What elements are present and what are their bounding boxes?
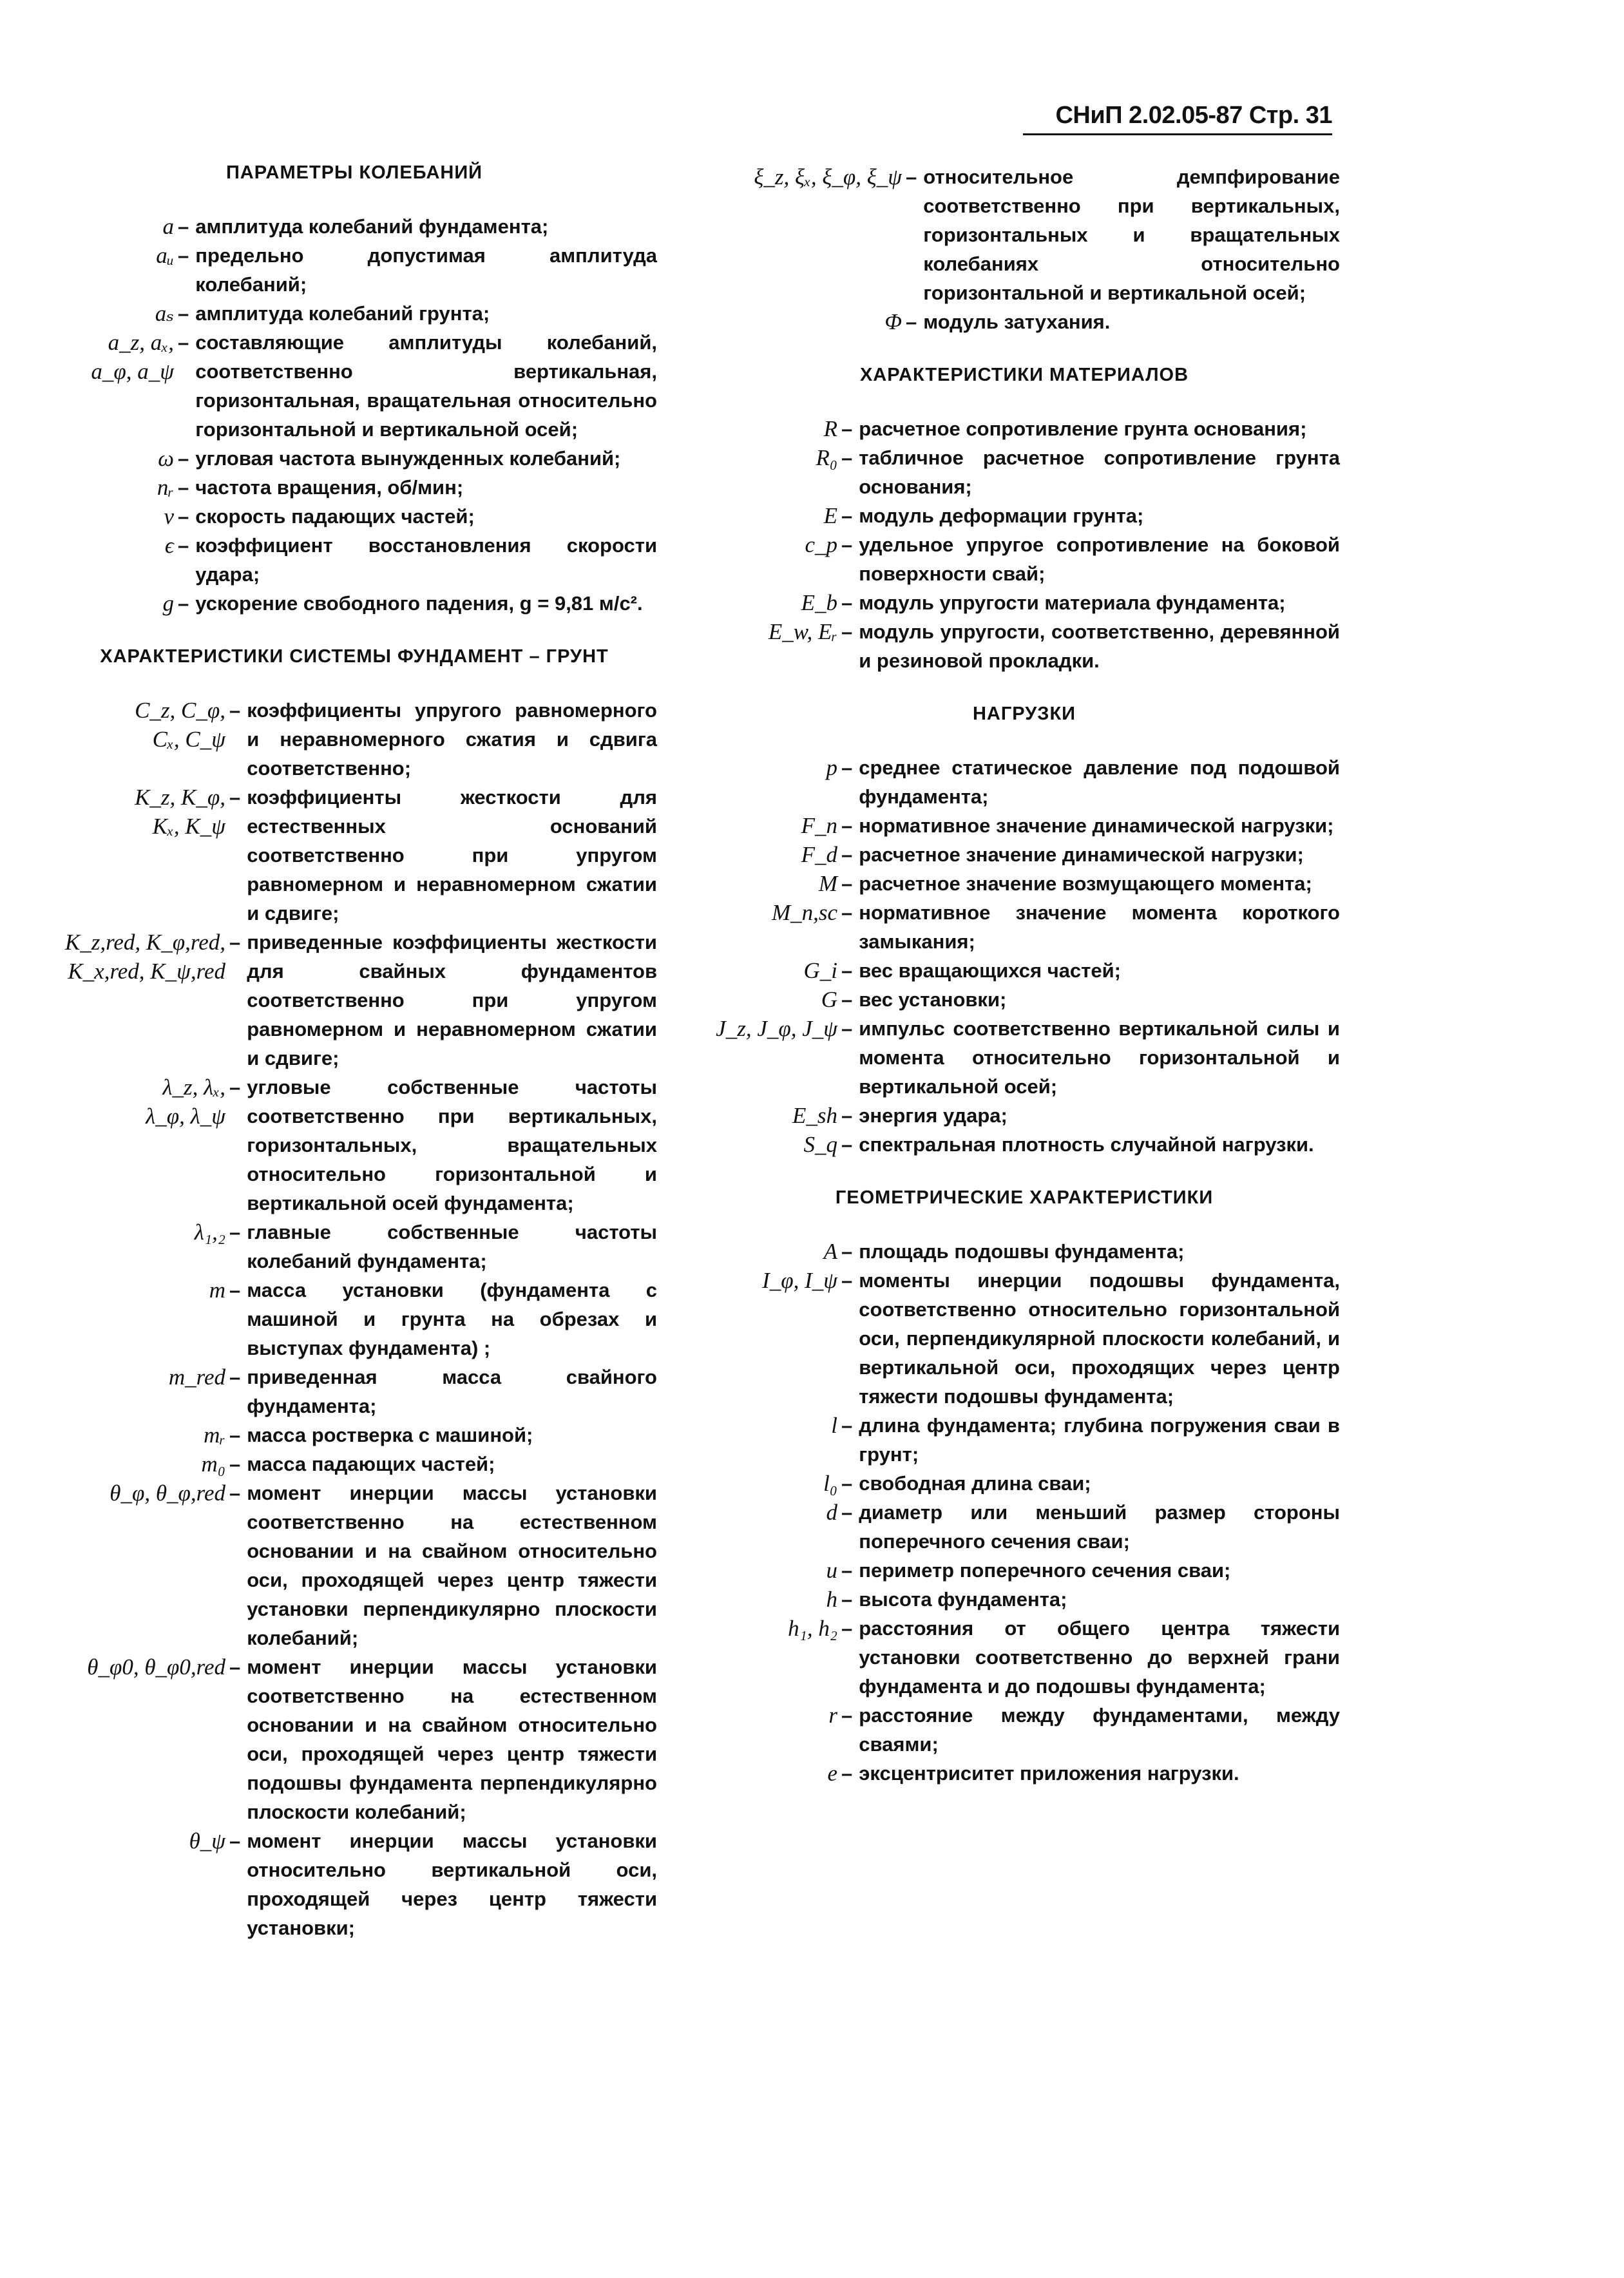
entry-description: удельное упругое сопротивление на боковой поверхности свай;	[859, 533, 1340, 585]
entry-dash: –	[178, 534, 189, 557]
entry-description: коэффициенты упругого равномерного и неравномерного сжатия и сдвига соответственно;	[247, 699, 657, 780]
entry-dash: –	[906, 166, 917, 188]
entry-description: импульс соответственно вертикальной силы и момента относительно горизонтальной и вертикальной осей;	[859, 1017, 1340, 1098]
entry-symbol: c_p	[805, 532, 837, 557]
glossary-entry	[52, 589, 657, 618]
entry-dash: –	[841, 1133, 853, 1156]
entry-description: коэффициент восстановления скорости удара;	[195, 534, 657, 586]
entry-dash: –	[841, 843, 853, 866]
entry-symbol: E	[823, 503, 837, 528]
glossary-entry	[709, 617, 1340, 675]
entry-dash: –	[906, 311, 917, 333]
entry-dash: –	[178, 447, 189, 470]
entry-description: вес установки;	[859, 988, 1007, 1011]
entry-description: амплитуда колебаний грунта;	[195, 302, 490, 325]
entry-symbol: S_q	[803, 1132, 837, 1157]
entry-symbol: e	[827, 1761, 837, 1786]
glossary-entry	[52, 1073, 657, 1218]
entry-dash: –	[229, 931, 241, 953]
left-column	[52, 162, 657, 1971]
entry-symbol: λ₁,₂	[194, 1220, 225, 1245]
entry-symbol: a	[162, 214, 174, 239]
entry-symbol: a_z, aₓ, a_φ, a_ψ	[91, 330, 174, 384]
glossary-section	[709, 704, 1340, 1187]
right-column	[709, 162, 1340, 1816]
entry-description: угловая частота вынужденных колебаний;	[195, 447, 621, 470]
entry-symbol: M	[818, 871, 837, 896]
entry-symbol: d	[826, 1500, 837, 1525]
entry-description: табличное расчетное сопротивление грунта основания;	[859, 446, 1340, 498]
entry-description: вес вращающихся частей;	[859, 959, 1121, 982]
glossary-entry	[709, 1701, 1340, 1759]
entry-dash: –	[229, 786, 241, 809]
section-spacer	[709, 336, 1340, 365]
glossary-entry	[709, 1101, 1340, 1130]
entry-symbol: l₀	[823, 1471, 837, 1496]
section-title: ПАРАМЕТРЫ КОЛЕБАНИЙ	[225, 162, 483, 183]
glossary-section	[52, 162, 657, 646]
entry-symbol: h	[826, 1587, 837, 1612]
entry-description: масса установки (фундамента с машиной и грунта на обрезах и выступах фундамента) ;	[247, 1279, 657, 1359]
entry-dash: –	[841, 591, 853, 614]
entry-description: эксцентриситет приложения нагрузки.	[859, 1762, 1239, 1785]
entry-symbol: G	[821, 987, 837, 1012]
glossary-entry	[52, 212, 657, 241]
glossary-entry	[52, 473, 657, 502]
entry-description: длина фундамента; глубина погружения сваи в грунт;	[859, 1414, 1340, 1466]
entry-dash: –	[841, 1414, 853, 1437]
page-header: СНиП 2.02.05-87 Стр. 31	[1023, 102, 1332, 135]
glossary-entry	[52, 1450, 657, 1479]
entry-description: коэффициенты жесткости для естественных оснований соответственно при упругом равномерном и неравномерном сжатии и сдвиге;	[247, 786, 657, 924]
glossary-entry	[709, 1014, 1340, 1101]
entry-symbol: aᵤ	[156, 243, 174, 268]
entry-description: свободная длина сваи;	[859, 1472, 1091, 1495]
glossary-entry	[709, 1614, 1340, 1701]
entry-dash: –	[841, 1240, 853, 1263]
glossary-entry	[52, 1276, 657, 1363]
entry-dash: –	[229, 1279, 241, 1301]
entry-dash: –	[178, 302, 189, 325]
entry-symbol: E_w, Eᵣ	[768, 619, 837, 644]
entry-dash: –	[841, 1104, 853, 1127]
glossary-entry	[52, 531, 657, 589]
entry-dash: –	[841, 1559, 853, 1582]
entry-symbol: R	[823, 416, 837, 441]
entry-dash: –	[841, 446, 853, 469]
entry-description: составляющие амплитуды колебаний, соответственно вертикальная, горизонтальная, вращательная относительно горизонтальной и вертикальной осей;	[195, 331, 657, 441]
entry-dash: –	[178, 331, 189, 354]
entry-description: скорость падающих частей;	[195, 505, 475, 528]
glossary-entry	[709, 1266, 1340, 1411]
entry-description: угловые собственные частоты соответственно при вертикальных, горизонтальных, вращательных относительно горизонтальной и вертикальной осей фундамента;	[247, 1076, 657, 1214]
entry-symbol: F_d	[801, 842, 837, 867]
entry-dash: –	[178, 215, 189, 238]
glossary-entry	[709, 869, 1340, 898]
entry-dash: –	[841, 814, 853, 837]
entry-description: частота вращения, об/мин;	[195, 476, 464, 499]
glossary-entry	[709, 1759, 1340, 1788]
entry-description: нормативное значение момента короткого замыкания;	[859, 901, 1340, 953]
entry-description: высота фундамента;	[859, 1588, 1067, 1611]
entry-symbol: J_z, J_φ, J_ψ	[716, 1016, 837, 1041]
glossary-entry	[709, 530, 1340, 588]
entry-description: модуль деформации грунта;	[859, 504, 1144, 527]
entry-description: расстояние между фундаментами, между сваями;	[859, 1704, 1340, 1756]
entry-symbol: aₛ	[155, 301, 174, 326]
entry-dash: –	[229, 1076, 241, 1098]
entry-symbol: m₀	[201, 1451, 225, 1477]
entry-dash: –	[178, 476, 189, 499]
entry-symbol: r	[828, 1703, 837, 1728]
glossary-entry	[709, 1130, 1340, 1159]
glossary-entry	[709, 1585, 1340, 1614]
entry-description: модуль затухания.	[923, 311, 1111, 333]
entry-symbol: m	[209, 1278, 225, 1303]
entry-symbol: l	[831, 1413, 837, 1438]
entry-description: момент инерции массы установки соответственно на естественном основании и на свайном относительно оси, проходящей через центр тяжести подошвы фундамента перпендикулярно плоскости колебаний;	[247, 1656, 657, 1823]
glossary-section	[709, 365, 1340, 704]
entry-symbol: ξ_z, ξₓ, ξ_φ, ξ_ψ	[754, 164, 902, 189]
entry-description: моменты инерции подошвы фундамента, соответственно относительно горизонтальной оси, перпендикулярной плоскости колебаний, и вертикальной оси, проходящих через центр тяжести подошвы фундамента;	[859, 1269, 1340, 1408]
glossary-entry	[709, 588, 1340, 617]
glossary-entry	[709, 162, 1340, 307]
section-spacer	[52, 1942, 657, 1971]
entry-description: момент инерции массы установки соответственно на естественном основании и на свайном относительно оси, проходящей через центр тяжести установки перпендикулярно плоскости колебаний;	[247, 1482, 657, 1649]
entry-description: модуль упругости, соответственно, деревянной и резиновой прокладки.	[859, 620, 1340, 672]
glossary-entry	[709, 414, 1340, 443]
glossary-entry	[709, 1556, 1340, 1585]
entry-dash: –	[178, 244, 189, 267]
entry-dash: –	[841, 901, 853, 924]
entry-description: предельно допустимая амплитуда колебаний;	[195, 244, 657, 296]
entry-symbol: ϵ	[164, 533, 174, 558]
entry-description: относительное демпфирование соответственно при вертикальных, горизонтальных и вращательных колебаниях относительно горизонтальной и вертикальной осей;	[923, 166, 1340, 304]
entry-description: расчетное значение динамической нагрузки;	[859, 843, 1304, 866]
glossary-entry	[52, 1218, 657, 1276]
entry-dash: –	[841, 1704, 853, 1727]
glossary-entry	[52, 1826, 657, 1942]
entry-description: амплитуда колебаний фундамента;	[195, 215, 549, 238]
entry-symbol: θ_ψ	[189, 1828, 225, 1853]
entry-description: расчетное сопротивление грунта основания;	[859, 417, 1307, 440]
entry-description: спектральная плотность случайной нагрузки.	[859, 1133, 1314, 1156]
entry-symbol: λ_z, λₓ, λ_φ, λ_ψ	[146, 1075, 225, 1129]
entry-symbol: u	[826, 1558, 837, 1583]
entry-dash: –	[841, 533, 853, 556]
entry-dash: –	[841, 620, 853, 643]
section-spacer	[52, 618, 657, 646]
entry-symbol: G_i	[803, 958, 837, 983]
entry-symbol: E_b	[801, 590, 837, 615]
entry-symbol: nᵣ	[157, 475, 174, 500]
entry-dash: –	[229, 1221, 241, 1243]
entry-dash: –	[841, 1617, 853, 1640]
section-spacer	[709, 1788, 1340, 1816]
entry-description: модуль упругости материала фундамента;	[859, 591, 1286, 614]
entry-dash: –	[229, 1453, 241, 1475]
entry-symbol: θ_φ, θ_φ,red	[110, 1480, 225, 1506]
section-spacer	[709, 675, 1340, 704]
entry-dash: –	[178, 592, 189, 615]
glossary-entry	[709, 443, 1340, 501]
entry-symbol: K_z,red, K_φ,red, K_x,red, K_ψ,red	[64, 930, 225, 984]
glossary-entry	[52, 502, 657, 531]
glossary-entry	[709, 1498, 1340, 1556]
entry-dash: –	[841, 1472, 853, 1495]
entry-dash: –	[841, 756, 853, 779]
entry-symbol: A	[823, 1239, 837, 1264]
entry-description: площадь подошвы фундамента;	[859, 1240, 1185, 1263]
glossary-entry	[52, 1479, 657, 1652]
entry-symbol: C_z, C_φ, Cₓ, C_ψ	[135, 698, 225, 752]
entry-symbol: p	[826, 755, 837, 780]
glossary-entry	[52, 1363, 657, 1421]
glossary-section	[709, 162, 1340, 365]
entry-symbol: M_n,sc	[771, 900, 837, 925]
glossary-entry	[52, 444, 657, 473]
entry-dash: –	[229, 699, 241, 722]
glossary-entry	[709, 501, 1340, 530]
glossary-entry	[709, 811, 1340, 840]
glossary-entry	[709, 985, 1340, 1014]
entry-dash: –	[841, 1017, 853, 1040]
entry-description: момент инерции массы установки относительно вертикальной оси, проходящей через центр тяжести установки;	[247, 1830, 657, 1939]
glossary-entry	[52, 1652, 657, 1826]
glossary-entry	[709, 1469, 1340, 1498]
entry-description: масса ростверка с машиной;	[247, 1424, 533, 1446]
glossary-entry	[709, 307, 1340, 336]
entry-description: приведенная масса свайного фундамента;	[247, 1366, 657, 1417]
entry-symbol: I_φ, I_ψ	[762, 1268, 837, 1293]
entry-description: главные собственные частоты колебаний фундамента;	[247, 1221, 657, 1272]
entry-symbol: h₁, h₂	[788, 1616, 837, 1641]
section-title: ХАРАКТЕРИСТИКИ МАТЕРИАЛОВ	[859, 365, 1189, 385]
entry-dash: –	[229, 1366, 241, 1388]
entry-symbol: m_red	[168, 1364, 225, 1390]
entry-symbol: Φ	[884, 309, 902, 334]
entry-description: приведенные коэффициенты жесткости для свайных фундаментов соответственно при упругом равномерном и неравномерном сжатии и сдвиге;	[247, 931, 657, 1069]
entry-symbol: θ_φ0, θ_φ0,red	[87, 1654, 225, 1680]
entry-description: ускорение свободного падения, g = 9,81 м/с².	[195, 592, 643, 615]
entry-dash: –	[841, 872, 853, 895]
glossary-entry	[709, 840, 1340, 869]
entry-symbol: R₀	[816, 445, 837, 470]
entry-symbol: ω	[158, 446, 174, 471]
glossary-entry	[52, 241, 657, 299]
entry-description: расстояния от общего центра тяжести установки соответственно до верхней грани фундамента и до подошвы фундамента;	[859, 1617, 1340, 1698]
section-title: ХАРАКТЕРИСТИКИ СИСТЕМЫ ФУНДАМЕНТ – ГРУНТ	[100, 646, 609, 667]
glossary-entry	[709, 753, 1340, 811]
entry-description: периметр поперечного сечения сваи;	[859, 1559, 1231, 1582]
glossary-entry	[709, 1237, 1340, 1266]
section-spacer	[709, 1159, 1340, 1187]
glossary-entry	[709, 898, 1340, 956]
entry-description: расчетное значение возмущающего момента;	[859, 872, 1312, 895]
glossary-entry	[52, 696, 657, 783]
entry-symbol: F_n	[801, 813, 837, 838]
entry-description: нормативное значение динамической нагрузки;	[859, 814, 1334, 837]
section-title: ГЕОМЕТРИЧЕСКИЕ ХАРАКТЕРИСТИКИ	[835, 1187, 1214, 1208]
entry-description: среднее статическое давление под подошвой фундамента;	[859, 756, 1340, 808]
entry-symbol: mᵣ	[204, 1422, 225, 1448]
entry-dash: –	[841, 504, 853, 527]
glossary-entry	[52, 1421, 657, 1450]
entry-dash: –	[841, 417, 853, 440]
glossary-section	[52, 646, 657, 1971]
entry-description: диаметр или меньший размер стороны поперечного сечения сваи;	[859, 1501, 1340, 1553]
glossary-section	[709, 1187, 1340, 1816]
entry-symbol: v	[164, 504, 174, 529]
entry-dash: –	[229, 1424, 241, 1446]
entry-description: энергия удара;	[859, 1104, 1008, 1127]
glossary-entry	[709, 956, 1340, 985]
entry-dash: –	[841, 1501, 853, 1524]
entry-symbol: E_sh	[792, 1103, 837, 1128]
entry-symbol: g	[162, 591, 174, 616]
glossary-entry	[52, 928, 657, 1073]
entry-dash: –	[229, 1482, 241, 1504]
entry-symbol: K_z, K_φ, Kₓ, K_ψ	[135, 785, 225, 839]
section-title: НАГРУЗКИ	[972, 704, 1076, 724]
glossary-entry	[709, 1411, 1340, 1469]
entry-dash: –	[229, 1830, 241, 1852]
glossary-entry	[52, 783, 657, 928]
entry-dash: –	[841, 988, 853, 1011]
glossary-entry	[52, 328, 657, 444]
entry-dash: –	[178, 505, 189, 528]
glossary-entry	[52, 299, 657, 328]
entry-dash: –	[229, 1656, 241, 1678]
entry-dash: –	[841, 959, 853, 982]
entry-dash: –	[841, 1588, 853, 1611]
entry-description: масса падающих частей;	[247, 1453, 495, 1475]
entry-dash: –	[841, 1269, 853, 1292]
entry-dash: –	[841, 1762, 853, 1785]
